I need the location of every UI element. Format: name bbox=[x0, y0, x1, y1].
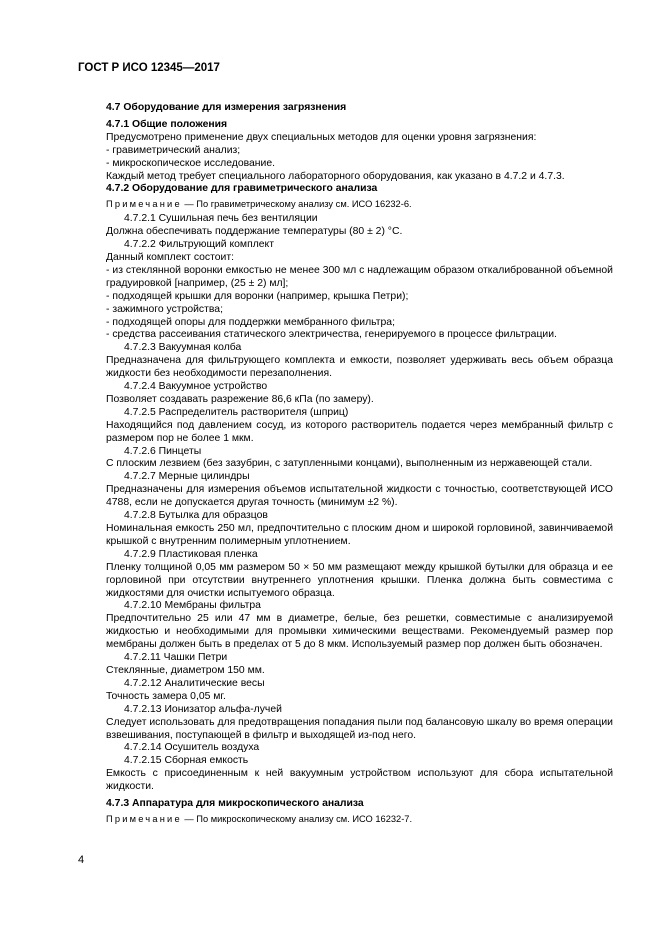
note-label: Примечание bbox=[106, 813, 182, 824]
paragraph: - микроскопическое исследование. bbox=[106, 157, 275, 169]
paragraph: Предназначена для фильтрующего комплекта и емкости, позволяет удерживать весь объем образца жидкости без необходимости перезаполнения. bbox=[106, 355, 613, 380]
paragraph: Находящийся под давлением сосуд, из которого растворитель подается через мембранный фильтр с размером пор не более 1 мкм. bbox=[106, 419, 613, 444]
section-heading: 4.7.1 Общие положения bbox=[106, 118, 228, 130]
paragraph: Предусмотрено применение двух специальных методов для оценки уровня загрязнения: bbox=[106, 131, 537, 143]
subsection-title: 4.7.2.2 Фильтрующий комплект bbox=[124, 239, 274, 251]
paragraph: С плоским лезвием (без зазубрин, с затупленными концами), выполненным из нержавеющей стали. bbox=[106, 458, 593, 470]
paragraph: Позволяет создавать разрежение 86,6 кПа (по замеру). bbox=[106, 393, 374, 405]
paragraph: Должна обеспечивать поддержание температуры (80 ± 2) °С. bbox=[106, 226, 403, 238]
document-header: ГОСТ Р ИСО 12345—2017 bbox=[78, 62, 220, 74]
paragraph: - гравиметрический анализ; bbox=[106, 144, 241, 156]
subsection-title: 4.7.2.7 Мерные цилиндры bbox=[124, 471, 250, 483]
subsection-title: 4.7.2.12 Аналитические весы bbox=[124, 677, 265, 689]
paragraph: Данный комплект состоит: bbox=[106, 251, 234, 263]
paragraph: Номинальная емкость 250 мл, предпочтительно с плоским дном и широкой горловиной, завинчиваемой крышкой с внутренним полимерным уплотнением. bbox=[106, 523, 613, 547]
subsection-title: 4.7.2.15 Сборная емкость bbox=[124, 755, 249, 767]
page-number: 4 bbox=[78, 854, 85, 866]
paragraph: Предназначены для измерения объемов испытательной жидкости с точностью, соответствующей ИСО 4788, если не допускается другая точность (минимум ±2 %). bbox=[106, 484, 613, 509]
paragraph: Следует использовать для предотвращения попадания пыли под балансовую шкалу во время операции взвешивания, поступающей в фильтр и выходящей из-под него. bbox=[106, 716, 613, 741]
document-body bbox=[106, 92, 613, 828]
paragraph: Предпочтительно 25 или 47 мм в диаметре, белые, без решетки, совместимые с анализируемой жидкостью и необходимыми для промывки химическими веществами. Рекомендуемый размер пор мембраны должен быть в пределах от 5 до 8 мкм. Используемый размер пор должен быть обозначен. bbox=[106, 613, 613, 651]
subsection-title: 4.7.2.9 Пластиковая пленка bbox=[124, 548, 258, 560]
note bbox=[106, 813, 613, 826]
subsection-title: 4.7.2.11 Чашки Петри bbox=[124, 652, 228, 664]
paragraph: Пленку толщиной 0,05 мм размером 50 × 50 мм размещают между крышкой бутылки для образца и ее горловиной при отсутствии внутреннего уплотнения крышки. Пленка должна быть совместима с жидкостями для очистки испытуемого образца. bbox=[106, 561, 613, 599]
paragraph: Точность замера 0,05 мг. bbox=[106, 690, 226, 702]
note bbox=[106, 198, 613, 211]
subsection-title: 4.7.2.5 Распределитель растворителя (шприц) bbox=[124, 406, 349, 418]
paragraph: - подходящей опоры для поддержки мембранного фильтра; bbox=[106, 316, 395, 328]
paragraph: Каждый метод требует специального лабораторного оборудования, как указано в 4.7.2 и 4.7.3. bbox=[106, 170, 565, 182]
subsection-title: 4.7.2.13 Ионизатор альфа-лучей bbox=[124, 703, 282, 715]
note-text: — По гравиметрическому анализу см. ИСО 16232-6. bbox=[181, 199, 412, 210]
paragraph: - средства рассеивания статического электричества, генерируемого в процессе фильтрации. bbox=[106, 329, 557, 341]
subsection-title: 4.7.2.1 Сушильная печь без вентиляции bbox=[124, 213, 318, 225]
section-heading: 4.7 Оборудование для измерения загрязнения bbox=[106, 102, 347, 113]
note-label: Примечание bbox=[106, 199, 182, 210]
subsection-title: 4.7.2.6 Пинцеты bbox=[124, 445, 202, 457]
section-heading: 4.7.2 Оборудование для гравиметрического анализа bbox=[106, 183, 378, 195]
note-text: — По микроскопическому анализу см. ИСО 16232-7. bbox=[181, 813, 413, 824]
subsection-title: 4.7.2.8 Бутылка для образцов bbox=[124, 510, 268, 522]
subsection-title: 4.7.2.4 Вакуумное устройство bbox=[124, 381, 268, 393]
paragraph: Стеклянные, диаметром 150 мм. bbox=[106, 664, 265, 676]
paragraph: - зажимного устройства; bbox=[106, 303, 223, 315]
paragraph: - подходящей крышки для воронки (например, крышка Петри); bbox=[106, 290, 409, 302]
subsection-title: 4.7.2.3 Вакуумная колба bbox=[124, 342, 242, 354]
paragraph: Емкость с присоединенным к ней вакуумным устройством используют для сбора испытательной жидкости. bbox=[106, 768, 613, 793]
subsection-title: 4.7.2.14 Осушитель воздуха bbox=[124, 742, 260, 754]
section-heading: 4.7.3 Аппаратура для микроскопического анализа bbox=[106, 798, 364, 810]
subsection-title: 4.7.2.10 Мембраны фильтра bbox=[124, 600, 261, 612]
paragraph: - из стеклянной воронки емкостью не менее 300 мл с надлежащим образом откалиброванной объемной градуировкой [например, (25 ± 2) мл]; bbox=[106, 264, 613, 289]
